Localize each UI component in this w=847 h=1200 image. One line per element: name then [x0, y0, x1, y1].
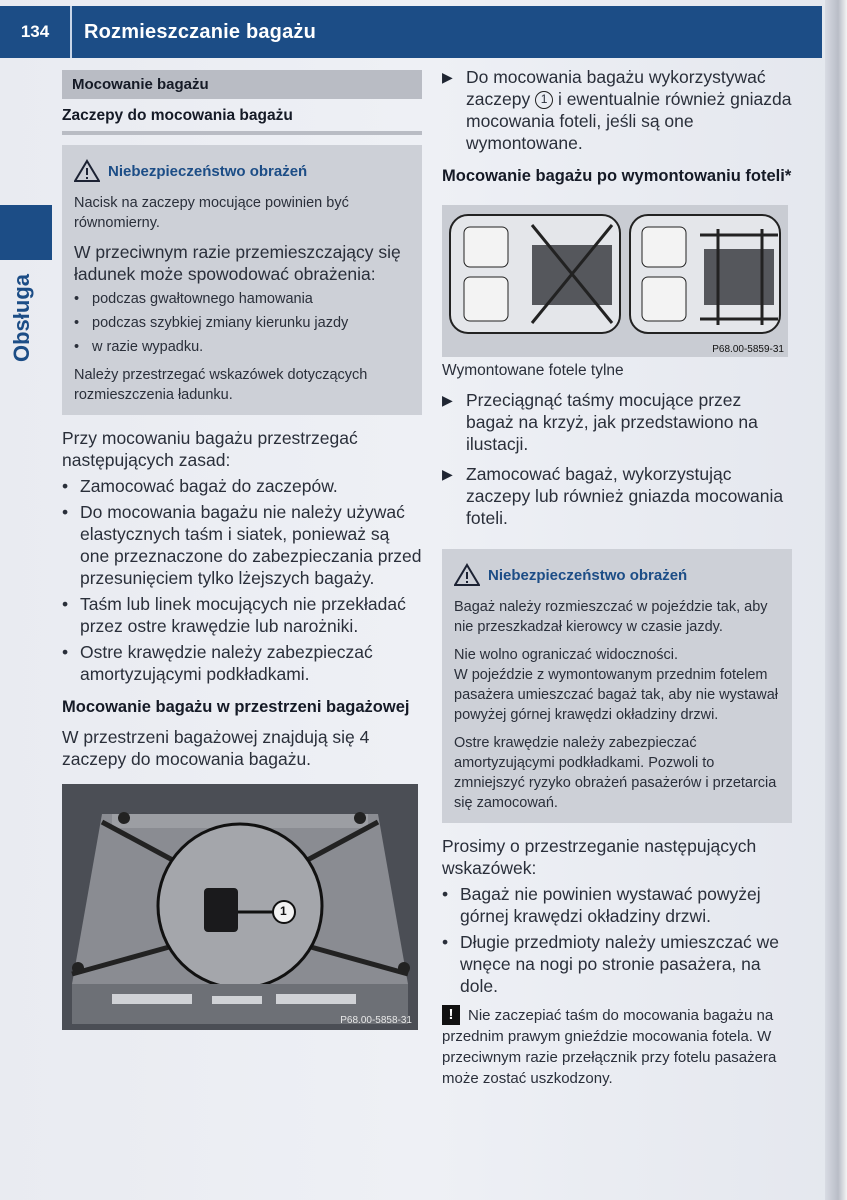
- page-number: 134: [0, 6, 72, 58]
- list-item-text: Bagaż nie powinien wystawać powyżej górnej krawędzi okładziny drzwi.: [460, 884, 761, 926]
- list-item-text: Taśm lub linek mocujących nie przekładać przez ostre krawędzie lub narożniki.: [80, 594, 406, 636]
- note-text: Nie zaczepiać taśm do mocowania bagażu na przednim prawym gnieździe mocowania fotela. W przeciwnym razie przełącznik przy fotelu pasażera może zostać uszkodzony.: [442, 1007, 777, 1087]
- image-code: P68.00-5858-31: [340, 1015, 412, 1026]
- list-item-text: Do mocowania bagażu nie należy używać elastycznych taśm i siatek, ponieważ są one przeznaczone do zabezpieczania przed przesunięciem tylko lżejszych bagaży.: [80, 502, 422, 588]
- warning-text: Należy przestrzegać wskazówek dotyczących rozmieszczenia ładunku.: [74, 367, 368, 403]
- chapter-tab: [0, 205, 52, 260]
- list-item: • podczas szybkiej zmiany kierunku jazdy: [74, 313, 410, 333]
- page-header: [0, 6, 822, 58]
- list-item-text: w razie wypadku.: [92, 339, 204, 355]
- right-column: [442, 66, 792, 1089]
- warning-text: W przeciwnym razie przemieszczający się ładunek może spowodować obrażenia:: [74, 242, 401, 284]
- instruction-step: [442, 463, 792, 529]
- list-item-text: podczas gwałtownego hamowania: [92, 291, 313, 307]
- arrow-icon: ▶: [442, 466, 453, 482]
- seat-removal-illustration: [442, 205, 788, 357]
- warning-text: W pojeździe z wymontowanym przednim fotelem pasażera umieszczać bagaż tak, aby nie wystawał powyżej górnej krawędzi okładziny drzwi.: [454, 667, 778, 723]
- list-item: • Taśm lub linek mocujących nie przekładać przez ostre krawędzie lub narożniki.: [62, 593, 422, 637]
- page-edge: [825, 0, 847, 1200]
- list-item-text: Zamocować bagaż do zaczepów.: [80, 476, 338, 496]
- paragraph: Przy mocowaniu bagażu przestrzegać następujących zasad:: [62, 428, 358, 470]
- warning-title: Niebezpieczeństwo obrażeń: [488, 566, 688, 584]
- left-column: [62, 70, 422, 1030]
- list-item-text: Długie przedmioty należy umieszczać we wnęce na nogi po stronie pasażera, na dole.: [460, 932, 780, 996]
- warning-box: [62, 145, 422, 415]
- callout-number: 1: [535, 91, 553, 109]
- list-item: • Ostre krawędzie należy zabezpieczać amortyzującymi podkładkami.: [62, 641, 422, 685]
- instruction-step: [442, 389, 792, 455]
- image-code: P68.00-5859-31: [712, 344, 784, 355]
- warning-text: Ostre krawędzie należy zabezpieczać amortyzującymi podkładkami. Pozwoli to zmniejszyć ryzyko obrażeń pasażerów i przetarcia się zamocowań.: [454, 735, 777, 811]
- warning-header: [454, 563, 780, 587]
- seat-diagram: [442, 205, 788, 357]
- subsection-heading: Zaczepy do mocowania bagażu: [62, 107, 422, 135]
- warning-text: Nie wolno ograniczać widoczności.: [454, 647, 679, 663]
- trunk-photo: [62, 784, 418, 1030]
- section-heading: Mocowanie bagażu: [62, 70, 422, 99]
- warning-text: Nacisk na zaczepy mocujące powinien być równomierny.: [74, 195, 349, 231]
- list-item: • Bagaż nie powinien wystawać powyżej górnej krawędzi okładziny drzwi.: [442, 883, 792, 927]
- list-item-text: podczas szybkiej zmiany kierunku jazdy: [92, 315, 349, 331]
- warning-header: [74, 159, 410, 183]
- exclamation-icon: !: [442, 1005, 460, 1025]
- arrow-icon: ▶: [442, 392, 453, 408]
- warning-box: [442, 549, 792, 823]
- warning-text: Bagaż należy rozmieszczać w pojeździe tak, aby nie przeszkadzał kierowcy w czasie jazdy.: [454, 599, 768, 635]
- figure-caption: Wymontowane fotele tylne: [442, 362, 624, 379]
- step-text: Przeciągnąć taśmy mocujące przez bagaż na krzyż, jak przedstawiono na ilustacji.: [466, 390, 758, 454]
- paragraph: W przestrzeni bagażowej znajdują się 4 zaczepy do mocowania bagażu.: [62, 727, 370, 769]
- note: [442, 1005, 792, 1089]
- list-item-text: Ostre krawędzie należy zabezpieczać amortyzującymi podkładkami.: [80, 642, 373, 684]
- instruction-step: [442, 66, 792, 154]
- paragraph: Prosimy o przestrzeganie następujących wskazówek:: [442, 836, 757, 878]
- step-text: Do mocowania bagażu wykorzystywać zaczepy: [466, 67, 766, 109]
- step-text: i ewentualnie również gniazda mocowania foteli, jeśli są one wymontowane.: [466, 89, 792, 153]
- page-title: Rozmieszczanie bagażu: [84, 20, 317, 43]
- list-item: • Do mocowania bagażu nie należy używać elastycznych taśm i siatek, ponieważ są one przeznaczone do zabezpieczania przed przesunięciem tylko lżejszych bagaży.: [62, 502, 422, 588]
- warning-triangle-icon: [74, 159, 100, 183]
- list-item: • podczas gwałtownego hamowania: [74, 289, 410, 309]
- step-text: Zamocować bagaż, wykorzystując zaczepy lub również gniazda mocowania foteli.: [466, 464, 784, 528]
- warning-triangle-icon: [454, 563, 480, 587]
- warning-title: Niebezpieczeństwo obrażeń: [108, 162, 308, 180]
- callout-number: 1: [280, 904, 287, 918]
- list-item: • w razie wypadku.: [74, 337, 410, 357]
- subsection-heading: Mocowanie bagażu w przestrzeni bagażowej: [62, 698, 410, 716]
- subsection-heading: Mocowanie bagażu po wymontowaniu foteli*: [442, 167, 792, 185]
- list-item: • Zamocować bagaż do zaczepów.: [62, 475, 422, 497]
- trunk-illustration: [62, 784, 418, 1030]
- list-item: • Długie przedmioty należy umieszczać we wnęce na nogi po stronie pasażera, na dole.: [442, 931, 792, 997]
- arrow-icon: ▶: [442, 69, 453, 85]
- chapter-label: Obsługa: [9, 273, 34, 363]
